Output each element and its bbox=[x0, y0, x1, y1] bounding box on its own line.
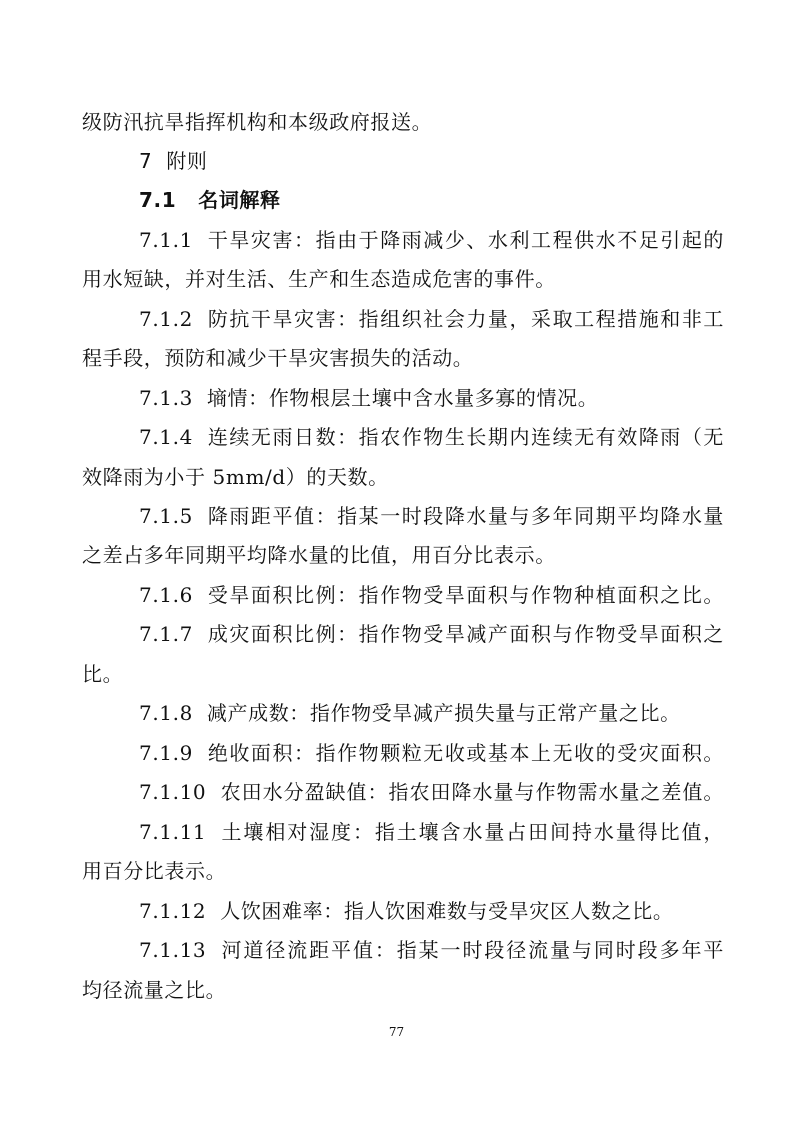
term-text: 土壤相对湿度：指土壤含水量占田间持水量得比值， bbox=[220, 820, 724, 844]
page-number: 77 bbox=[388, 1025, 405, 1039]
term-text: 效降雨为小于 5mm/d）的天数。 bbox=[82, 465, 389, 489]
section-heading bbox=[139, 147, 724, 175]
term-7-1-6-line-1 bbox=[139, 581, 724, 609]
subsection-title: 名词解释 bbox=[198, 188, 281, 212]
term-text: 程手段，预防和减少干旱灾害损失的活动。 bbox=[82, 346, 474, 370]
term-7-1-2-line-1 bbox=[139, 305, 724, 333]
term-number: 7.1.7 bbox=[139, 622, 193, 646]
term-number: 7.1.2 bbox=[139, 307, 193, 331]
term-7-1-11-line-1 bbox=[139, 818, 724, 846]
term-number: 7.1.8 bbox=[139, 701, 193, 725]
term-number: 7.1.10 bbox=[139, 780, 207, 804]
term-7-1-11-line-2 bbox=[82, 857, 722, 885]
term-number: 7.1.13 bbox=[139, 938, 207, 962]
term-7-1-4-line-1 bbox=[139, 423, 724, 451]
term-text: 之差占多年同期平均降水量的比值，用百分比表示。 bbox=[82, 543, 556, 567]
term-7-1-13-line-2 bbox=[82, 976, 722, 1004]
term-7-1-1-line-1 bbox=[139, 226, 724, 254]
term-7-1-7-line-2 bbox=[82, 660, 722, 688]
term-text: 成灾面积比例：指作物受旱减产面积与作物受旱面积之 bbox=[206, 622, 724, 646]
term-number: 7.1.11 bbox=[139, 820, 207, 844]
term-number: 7.1.3 bbox=[139, 386, 193, 410]
term-number: 7.1.1 bbox=[139, 228, 193, 252]
term-7-1-7-line-1 bbox=[139, 620, 724, 648]
term-number: 7.1.5 bbox=[139, 504, 193, 528]
term-text: 农田水分盈缺值：指农田降水量与作物需水量之差值。 bbox=[220, 780, 724, 804]
term-7-1-10-line-1 bbox=[139, 778, 724, 806]
continuation-line bbox=[82, 108, 722, 136]
term-7-1-1-line-2 bbox=[82, 265, 722, 293]
term-text: 降雨距平值：指某一时段降水量与多年同期平均降水量 bbox=[206, 504, 724, 528]
term-text: 连续无雨日数：指农作物生长期内连续无有效降雨（无 bbox=[206, 425, 724, 449]
term-text: 绝收面积：指作物颗粒无收或基本上无收的受灾面积。 bbox=[206, 741, 724, 765]
term-text: 用水短缺，并对生活、生产和生态造成危害的事件。 bbox=[82, 267, 556, 291]
term-text: 墒情：作物根层土壤中含水量多寡的情况。 bbox=[206, 386, 599, 410]
term-text: 受旱面积比例：指作物受旱面积与作物种植面积之比。 bbox=[206, 583, 724, 607]
term-number: 7.1.9 bbox=[139, 741, 193, 765]
term-number: 7.1.12 bbox=[139, 899, 207, 923]
term-7-1-3-line-1 bbox=[139, 384, 724, 412]
term-text: 减产成数：指作物受旱减产损失量与正常产量之比。 bbox=[206, 701, 681, 725]
term-7-1-5-line-1 bbox=[139, 502, 724, 530]
term-7-1-4-line-2 bbox=[82, 463, 722, 491]
term-7-1-2-line-2 bbox=[82, 344, 722, 372]
term-text: 均径流量之比。 bbox=[82, 978, 227, 1002]
term-7-1-5-line-2 bbox=[82, 541, 722, 569]
term-number: 7.1.4 bbox=[139, 425, 193, 449]
term-number: 7.1.6 bbox=[139, 583, 193, 607]
term-text: 比。 bbox=[82, 662, 124, 686]
section-title: 附则 bbox=[166, 149, 208, 173]
subsection-heading bbox=[139, 186, 724, 214]
term-text: 防抗干旱灾害：指组织社会力量，采取工程措施和非工 bbox=[206, 307, 724, 331]
term-7-1-13-line-1 bbox=[139, 936, 724, 964]
section-number: 7 bbox=[139, 149, 153, 173]
term-text: 人饮困难率：指人饮困难数与受旱灾区人数之比。 bbox=[220, 899, 674, 923]
text: 级防汛抗旱指挥机构和本级政府报送。 bbox=[82, 110, 433, 134]
term-text: 干旱灾害：指由于降雨减少、水利工程供水不足引起的 bbox=[206, 228, 724, 252]
term-7-1-8-line-1 bbox=[139, 699, 724, 727]
term-text: 用百分比表示。 bbox=[82, 859, 227, 883]
subsection-number: 7.1 bbox=[139, 188, 177, 212]
term-text: 河道径流距平值：指某一时段径流量与同时段多年平 bbox=[220, 938, 724, 962]
term-7-1-9-line-1 bbox=[139, 739, 724, 767]
term-7-1-12-line-1 bbox=[139, 897, 724, 925]
